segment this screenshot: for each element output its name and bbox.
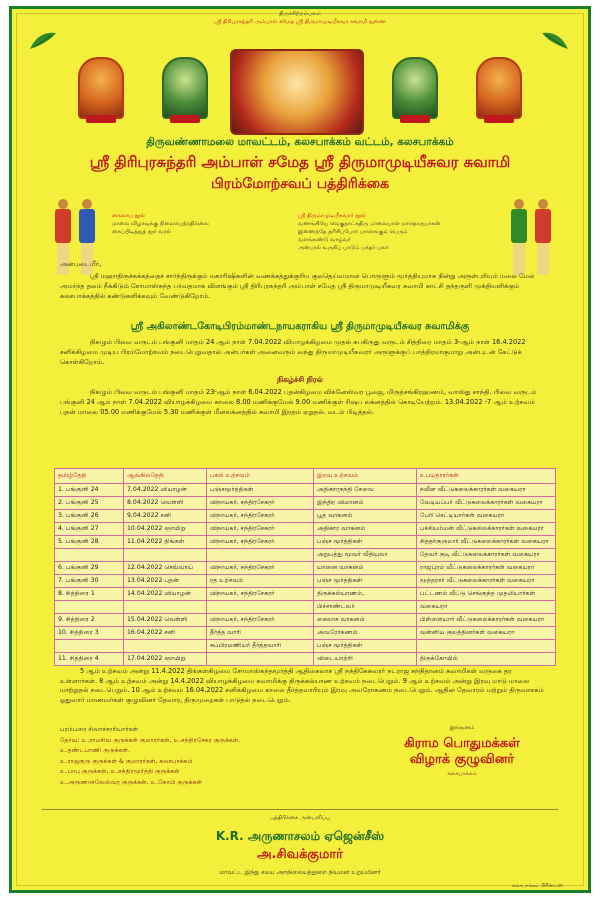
col-day-festival: பகல் உற்சவம் xyxy=(207,469,314,484)
verse-box-right xyxy=(298,212,498,252)
verse-left-line-2: மாலை விழாவுக்கு நிலைபெற்றதில்லை xyxy=(112,221,209,227)
tamil-date-cell: 9. சித்திரை 2 xyxy=(55,614,124,627)
night-festival-cell: பஞ்ச மூர்த்திகள் xyxy=(314,536,417,549)
paragraph-2: நிகழும் பிலவ வருடம் பங்குனி மாதம் 24 ஆம் நாள் 7.04.2022 வியாழக்கிழமை முதல் சுபகிருது வருடம் சித்திரை மாதம் 3-ஆம் நாள் 16.4.2022 சனிக்கிழமை முடிய பிரம்மோற்சவம் நடைபெறுவதால் அன்பர்கள் அனைவரும் வந்து திருமாமுடியீசுவரர் அருளுக்குப் பாத்திரமாகுமாறு அன்புடன் கேட்டுக் கொள்கிறோம். xyxy=(60,338,526,366)
signers-block xyxy=(60,725,320,788)
night-festival-cell: இந்திர விமானம் xyxy=(314,497,417,510)
organizer-line-2: விழாக் குழுவினர் xyxy=(409,752,515,767)
english-date-cell: 16.04.2022 சனி xyxy=(124,627,207,640)
col-english-date: ஆங்கிலதேதி xyxy=(124,469,207,484)
organizer-line-3: கலசபாக்கம் xyxy=(447,771,477,777)
table-row xyxy=(55,497,556,510)
signer-line-5: உ.அருணாசலேஸ்வர குருக்கள், உ.கோபி குருக்கள் xyxy=(60,778,203,786)
english-date-cell: 8.04.2022 வெள்ளி xyxy=(124,497,207,510)
sponsor-cell: வன்னிய குலத்தினர்கள் வகையரா xyxy=(417,627,556,640)
night-festival-cell: அதிகார வாகனம் xyxy=(314,523,417,536)
english-date-cell: 17.04.2022 ஞாயிறு xyxy=(124,653,207,666)
table-row xyxy=(55,562,556,575)
tamil-date-cell: 10. சித்திரை 3 xyxy=(55,627,124,640)
verse-left-line-3: கைப்பிடித்துத் தூர் வரல் xyxy=(112,229,171,235)
english-date-cell xyxy=(124,640,207,653)
paragraph-4: 5 ஆம் உற்சவம் அன்று 11.4.2022 திங்கள்கிழமை சோமாஸ்கந்தமூர்த்தி ஆதிகைலாச ஸ்ரீ நந்திகேசுவரர் நடராஜ சந்நிதானம் சுவாமிகள் வருகை தர உள்ளார்கள். 8 ஆம் உற்சவம் அன்று 14.4.2022 வியாழக்கிழமை சுவாமிக்கு திருக்கல்யாண உற்சவம் நடைபெறும். 9 ஆம் உற்சவம் அன்று இரவு மாடு மாலை மாற்றுதல் நடைபெறும். 10 ஆம் உற்சவம் 16.04.2022 சனிக்கிழமை காலை தீர்த்தவாரியும் இரவு அவரோகணம் நடைபெறும். ஆதின தேவாரம் மற்றும் திருவாசகம் ஓதுவார் மாணவர்கள் குழுவினர் தேவார, திருமுறைகள் பாடுதல் நடைபெறும். xyxy=(60,667,544,704)
sponsor-cell: திருக்கோயில் xyxy=(417,653,556,666)
tamil-date-cell: 3. பங்குனி 26 xyxy=(55,510,124,523)
table-row xyxy=(55,510,556,523)
table-row xyxy=(55,627,556,640)
tamil-date-cell: 5. பங்குனி 28 xyxy=(55,536,124,549)
tamil-date-cell: 8. சித்திரை 1 xyxy=(55,588,124,601)
col-night-festival: இரவு உற்சவம் xyxy=(314,469,417,484)
right-label: இங்ஙனம் xyxy=(449,725,475,731)
deity-image-3 xyxy=(392,57,438,119)
col-sponsors: உபயதாரர்கள் xyxy=(417,469,556,484)
tamil-date-cell: 4. பங்குனி 27 xyxy=(55,523,124,536)
sponsor-cell: வகையரா xyxy=(417,601,556,614)
table-row xyxy=(55,601,556,614)
tamil-date-cell: 1. பங்குனி 24 xyxy=(55,484,124,497)
night-festival-cell: பஞ்ச மூர்த்திகள் xyxy=(314,640,417,653)
day-festival-cell xyxy=(207,549,314,562)
tamil-date-cell: 6. பங்குனி 29 xyxy=(55,562,124,575)
signer-line-2: உ.தண்டபாணி குருக்கள். xyxy=(60,747,131,754)
signer-line-4: உ.பாபு குருக்கள், உ.சந்திரமூர்த்தி குருக்கள் xyxy=(60,768,180,775)
day-festival-cell: ரத உற்சவம் xyxy=(207,575,314,588)
sponsor-cell: தேவர் குடி வீட்டுகலைக்காரர்கள் வகையரா xyxy=(417,549,556,562)
deity-image-4 xyxy=(476,57,522,119)
day-festival-cell: விநாயகர், சந்திரசேகரர் xyxy=(207,588,314,601)
top-caption-2: ஸ்ரீ திரிபுரசுந்தரி அம்பாள் சமேத ஸ்ரீ திருமாமுடியீசுவர சுவாமி துணை xyxy=(214,19,386,25)
invitation-page xyxy=(9,6,591,893)
separator xyxy=(42,809,558,810)
salutation: அன்புடையீர், xyxy=(60,260,102,268)
col-tamil-date: தமிழ்தேதி xyxy=(55,469,124,484)
day-festival-cell: விநாயகர், சந்திரசேகரர் xyxy=(207,536,314,549)
tamil-date-cell: 7. பங்குனி 30 xyxy=(55,575,124,588)
heading-2: ஸ்ரீ அகிலாண்டகோடிபிரம்மாண்டநாயகராகிய ஸ்ரீ திருமாமுடியீசுவர சுவாமிக்கு xyxy=(130,321,470,332)
sponsor-line-2: அ.சிவக்குமார் xyxy=(257,847,343,862)
table-row xyxy=(55,614,556,627)
day-festival-cell: விநாயகர், சந்திரசேகரர் xyxy=(207,497,314,510)
english-date-cell: 11.04.2022 திங்கள் xyxy=(124,536,207,549)
table-row xyxy=(55,653,556,666)
tamil-date-cell: 2. பங்குனி 25 xyxy=(55,497,124,510)
night-festival-cell: திருக்கல்யாணம், xyxy=(314,588,417,601)
day-festival-cell: பஞ்சமூர்த்திகள் xyxy=(207,484,314,497)
night-festival-cell: அறுபத்து மூவர் வீதியுலா xyxy=(314,549,417,562)
table-row xyxy=(55,523,556,536)
tamil-date-cell xyxy=(55,640,124,653)
table-row xyxy=(55,588,556,601)
english-date-cell: 14.04.2022 வியாழன் xyxy=(124,588,207,601)
night-festival-cell: பிச்சாண்டவர் xyxy=(314,601,417,614)
location-line: திருவண்ணாமலை மாவட்டம், கலசபாக்கம் வட்டம், கலசபாக்கம் xyxy=(146,136,454,148)
sponsor-cell: மூத்தரசர் வீட்டுகலைக்காரர்கள் வகையரா xyxy=(417,575,556,588)
verse-left-line-1: கைலாய நூல் xyxy=(112,213,145,219)
signer-line-3: உ.ராஜகுரு குருக்கள் & குமாரர்கள், கலசபாக்கம் xyxy=(60,757,193,765)
heading-3: நிகழ்ச்சி நிரல் xyxy=(277,375,323,384)
english-date-cell: 15.04.2022 வெள்ளி xyxy=(124,614,207,627)
organizer-line-1: கிராம பொதுமக்கள் xyxy=(404,736,520,751)
organizers-block xyxy=(372,725,552,778)
verse-right-line-4: வளங்கண்டு வாழ்வர் xyxy=(298,237,351,243)
day-festival-cell: விநாயகர், சந்திரசேகரர் xyxy=(207,614,314,627)
tamil-date-cell xyxy=(55,601,124,614)
schedule-table xyxy=(54,468,556,666)
night-festival-cell: யானை வாகனம் xyxy=(314,562,417,575)
day-festival-cell: விநாயகர், சந்திரசேகரர் xyxy=(207,562,314,575)
paragraph-3: நிகழும் பிலவ வருடம் பங்குனி மாதம் 23-ஆம் நாள் 6.04.2022 புதன்கிழமை விக்னேஸ்வர பூஜை, மிருத்சங்கிரஹணம், வாஸ்து சாந்தி. பிலவ வருடம் பங்குனி 24 ஆம் நாள் 7.04.2022 வியாழக்கிழமை காலை 8.00 மணிக்குமேல் 9.00 மணிக்குள் ரிஷப லக்னத்தில் கொடியேற்றம். 13.04.2022 -7 ஆம் உற்சவம் புதன் மாலை 05.00 மணிக்குமேல் 5.30 மணிக்குள் மீனலக்னத்தில் சுவாமி இரதம் ஏறுதல். வடம் பிடித்தல். xyxy=(60,388,537,416)
deity-image-1 xyxy=(78,57,124,119)
sponsor-cell: பிள்ளையார் வீட்டுகலைக்காரர்கள் வகையரா xyxy=(417,614,556,627)
sponsor-cell: ராஜபுரம் வீட்டுகலைக்காரர்கள் வகையரா xyxy=(417,562,556,575)
day-festival-cell: தீர்த்த வாரி xyxy=(207,627,314,640)
night-festival-cell: அவரோகணம் xyxy=(314,627,417,640)
verse-right-line-2: வணங்கியே வெகுநாட்கதிரு மாலையாள் மாதொருபாகன் xyxy=(298,221,441,227)
day-festival-cell xyxy=(207,601,314,614)
english-date-cell xyxy=(124,601,207,614)
sponsor-line-3: மாவட்ட இந்து சமய அறநிலையத்துறை நியமன உறுப்பினர் xyxy=(219,869,381,876)
night-festival-cell: பூத வாகனம் xyxy=(314,510,417,523)
leaf-ornament-left-icon xyxy=(28,29,58,53)
table-row xyxy=(55,640,556,653)
english-date-cell: 10.04.2022 ஞாயிறு xyxy=(124,523,207,536)
night-festival-cell: கைலாச வாகனம் xyxy=(314,614,417,627)
table-row xyxy=(55,536,556,549)
verse-right-line-3: இணைந்தே தரிசிப்போர் பாரெங்கும் பெரும் xyxy=(298,229,408,235)
signers-title: பரம்பரை சிவாச்சாரியார்கள் xyxy=(60,726,139,733)
english-date-cell xyxy=(124,549,207,562)
signer-line-1: தேர்வு: உ.ராமசிவ குருக்கள் குமாரர்கள், உ.சந்திரசேகர குருக்கள். xyxy=(60,736,241,744)
sponsor-cell: சித்தர்குருமார் வீட்டுகலைக்காரர்கள் வகையரா xyxy=(417,536,556,549)
sponsor-cell: பச்சியம்மன் வீட்டுகலைக்காரர்கள் வகையரா xyxy=(417,523,556,536)
main-deity-image xyxy=(230,49,364,135)
sponsor-cell: நவீன வீட்டுகலைக்காரர்கள் வகையரா xyxy=(417,484,556,497)
day-festival-cell: விநாயகர், சந்திரசேகரர் xyxy=(207,523,314,536)
english-date-cell: 13.04.2022 புதன் xyxy=(124,575,207,588)
leaf-ornament-right-icon xyxy=(540,29,570,53)
night-festival-cell: அதிகாரநந்தி சேவை xyxy=(314,484,417,497)
table-header-row xyxy=(55,469,556,484)
top-caption-1: திருச்சிற்றம்பலம் xyxy=(279,11,321,17)
verse-box-left xyxy=(112,212,272,236)
footer-tag: கலசபாக்கம் பிரின்ட்ஸ் xyxy=(512,883,563,889)
english-date-cell: 9.04.2022 சனி xyxy=(124,510,207,523)
english-date-cell: 12.04.2022 செவ்வாய் xyxy=(124,562,207,575)
table-row xyxy=(55,575,556,588)
verse-right-line-5: அன்பால் உருகிப் பாடும் பக்தர் பலர் xyxy=(298,245,389,251)
night-festival-cell: விடையாற்றி xyxy=(314,653,417,666)
tamil-date-cell xyxy=(55,549,124,562)
title-line: ஸ்ரீ திரிபுரசுந்தரி அம்பாள் சமேத ஸ்ரீ திருமாமுடியீசுவர சுவாமி xyxy=(89,153,511,171)
verse-right-line-1: ஸ்ரீ திருமாமுடியீசுவரர் நூல் xyxy=(298,213,366,219)
sponsor-line-1: K.R. அருணாசலம் ஏஜென்சீஸ் xyxy=(215,829,385,843)
tamil-date-cell: 11. சித்திரை 4 xyxy=(55,653,124,666)
sponsor-cell: வேடியப்பர் வீட்டுகலைக்காரர்கள் வகையரா xyxy=(417,497,556,510)
table-row xyxy=(55,484,556,497)
sponsor-cell: பேரி செட்டியார்கள் வகையரா xyxy=(417,510,556,523)
day-festival-cell xyxy=(207,653,314,666)
subtitle-line: பிரம்மோற்சவப் பத்திரிக்கை xyxy=(210,176,389,192)
sponsor-cell xyxy=(417,640,556,653)
day-festival-cell: விநாயகர், சந்திரசேகரர் xyxy=(207,510,314,523)
day-festival-cell: சுப்பிரமணியர் தீர்த்தவாரி xyxy=(207,640,314,653)
table-row xyxy=(55,549,556,562)
night-festival-cell: பஞ்ச மூர்த்திகள் xyxy=(314,575,417,588)
deity-image-2 xyxy=(162,57,208,119)
sponsor-cell: பட்டணம் வீட்டு செங்குந்த முதலியார்கள் xyxy=(417,588,556,601)
english-date-cell: 7.04.2022 வியாழன் xyxy=(124,484,207,497)
intro-paragraph: ஸ்ரீ மஹாதிருச்சுக்கத்தைச் சார்ந்திருக்கும் மகாரிஷிகளின் வணக்கத்துக்குரிய குலதெய்வமான பொருளும் மூர்த்தியுமாக நின்று அருள்புரியும் மலை மேல் அமர்ந்த தலம் நீக்கிடும் சோமாஸ்கந்த பர்வதமாக விளங்கும் ஸ்ரீ திரிபுரசுந்தரி அம்பாள் சமேத ஸ்ரீ திருமாமுடியீசுவர சுவாமி காட்சி தந்தருளி முக்தியளிக்கும் கலசபாக்கத்தில் கண்டுகளிக்கவும் வேண்டுகிறோம். xyxy=(60,272,535,300)
printed-by: பத்திரிக்கை அன்பளிப்பு xyxy=(270,815,330,821)
